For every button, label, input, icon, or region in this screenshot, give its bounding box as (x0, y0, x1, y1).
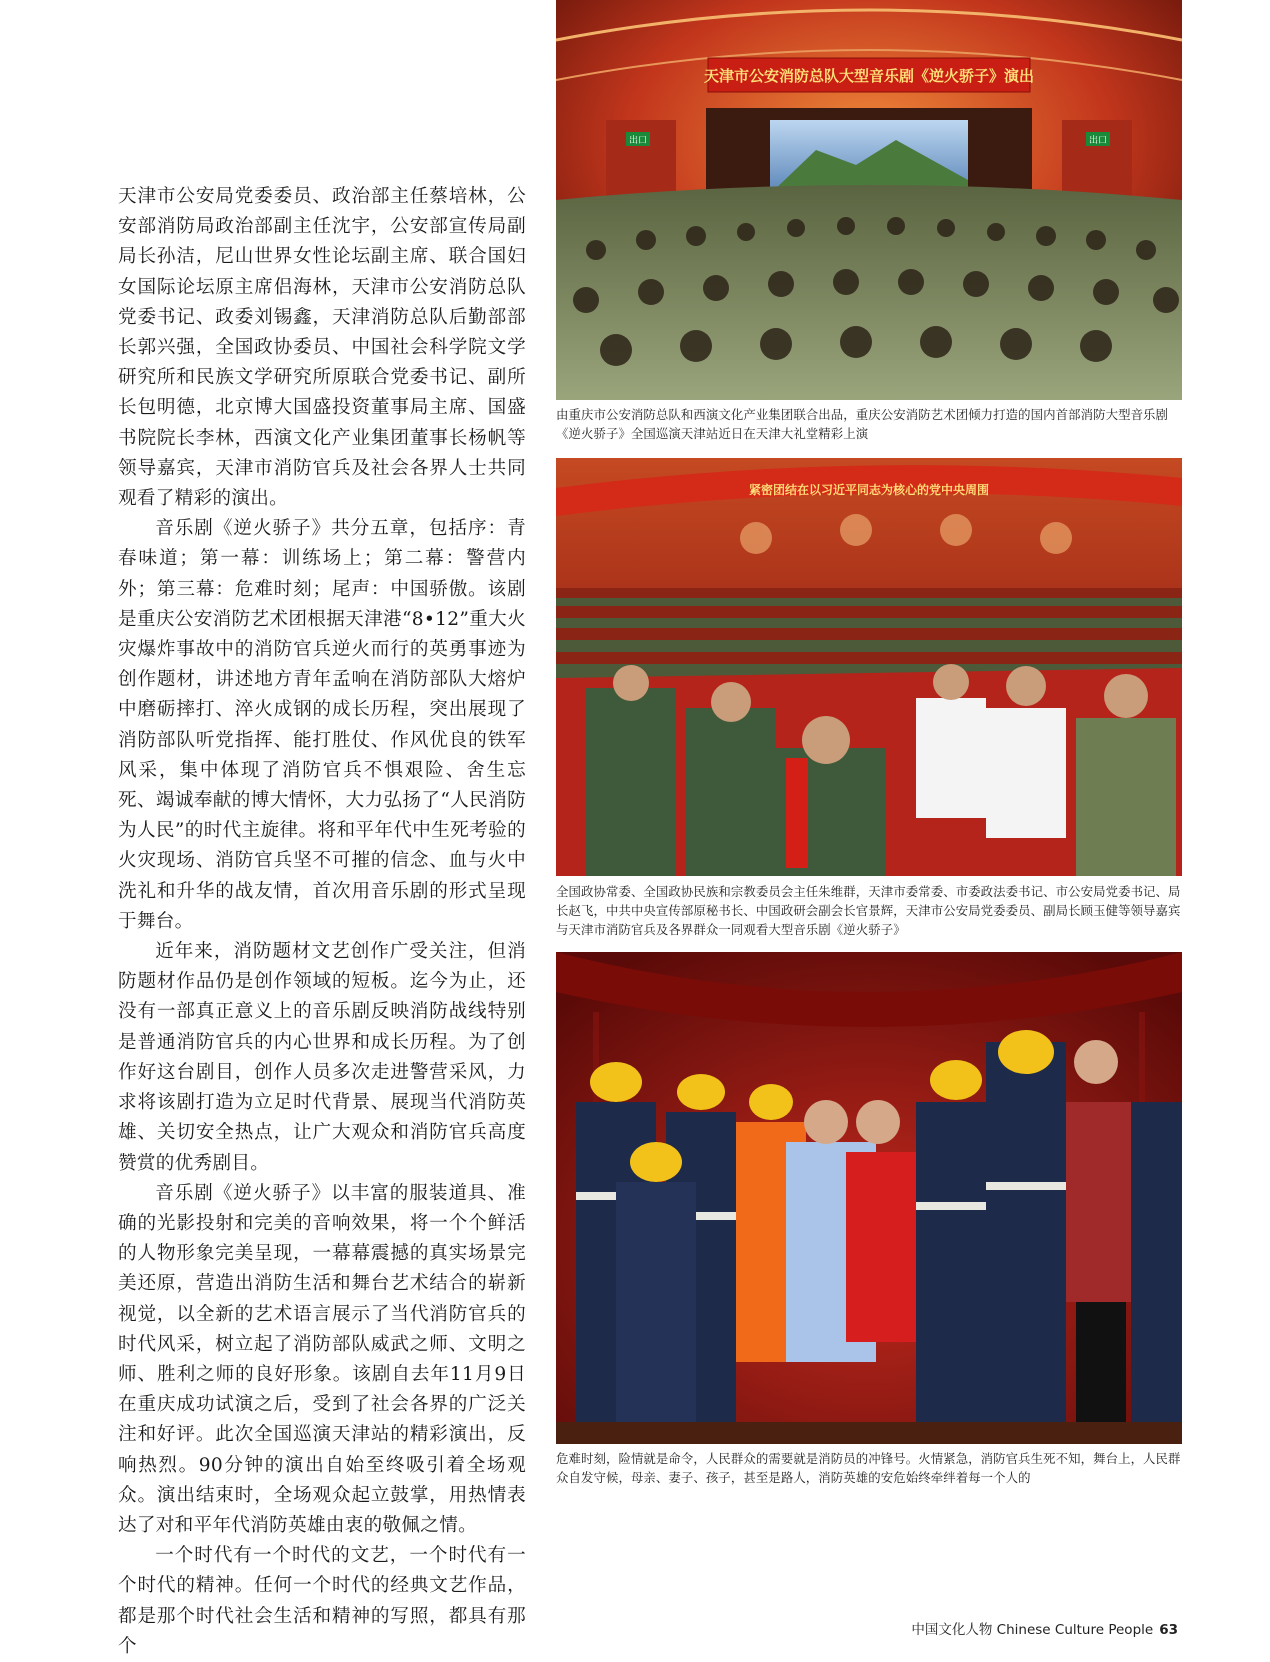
exit-sign-right: 出口 (1088, 136, 1108, 146)
paragraph-2: 音乐剧《逆火骄子》共分五章，包括序：青春味道；第一幕：训练场上；第二幕：警营内外；第三幕：危难时刻；尾声：中国骄傲。该剧是重庆公安消防艺术团根据天津港“8•12”重大火灾爆炸事故中的消防官兵逆火而行的英勇事迹为创作题材，讲述地方青年孟响在消防部队大熔炉中磨砺摔打、淬火成钢的成长历程，突出展现了消防部队听党指挥、能打胜仗、作风优良的铁军风采，集中体现了消防官兵不惧艰险、舍生忘死、竭诚奉献的博大情怀，大力弘扬了“人民消防为人民”的时代主旋律。将和平年代中生死考验的火灾现场、消防官兵坚不可摧的信念、血与火中洗礼和升华的战友情，首次用音乐剧的形式呈现于舞台。 (118, 518, 526, 932)
page-number: 63 (1159, 1622, 1178, 1638)
photo2-caption: 全国政协常委、全国政协民族和宗教委员会主任朱维群，天津市委常委、市委政法委书记、市公安局党委书记、局长赵飞，中共中央宣传部原秘书长、中国政研会副会长官景辉，天津市公安局党委委员、副局长顾玉健等领导嘉宾与天津市消防官兵及各界群众一同观看大型音乐剧《逆火骄子》 (556, 884, 1181, 937)
banner-text: 天津市公安消防总队大型音乐剧《逆火骄子》演出 (703, 67, 1035, 85)
paragraph-5: 一个时代有一个时代的文艺，一个时代有一个时代的精神。任何一个时代的经典文艺作品，都是那个时代社会生活和精神的写照，都具有那个 (118, 1545, 526, 1657)
paragraph-1: 天津市公安局党委委员、政治部主任蔡培林，公安部消防局政治部副主任沈宇，公安部宣传局副局长孙洁，尼山世界女性论坛副主席、联合国妇女国际论坛原主席侣海林，天津市公安消防总队党委书记、政委刘锡鑫，天津消防总队后勤部部长郭兴强，全国政协委员、中国社会科学院文学研究所和民族文学研究所原联合党委书记、副所长包明德，北京博大国盛投资董事局主席、国盛书院院长李林，西演文化产业集团董事长杨帆等领导嘉宾，天津市消防官兵及社会各界人士共同观看了精彩的演出。 (118, 186, 526, 510)
photo-stage-performance (556, 952, 1182, 1444)
paragraph-4: 音乐剧《逆火骄子》以丰富的服装道具、准确的光影投射和完美的音响效果，将一个个鲜活的人物形象完美呈现，一幕幕震撼的真实场景完美还原，营造出消防生活和舞台艺术结合的崭新视觉，以全新的艺术语言展示了当代消防官兵的时代风采，树立起了消防部队威武之师、文明之师、胜利之师的良好形象。该剧自去年11月9日在重庆成功试演之后，受到了社会各界的广泛关注和好评。此次全国巡演天津站的精彩演出，反响热烈。90分钟的演出自始至终吸引着全场观众。演出结束时，全场观众起立鼓掌，用热情表达了对和平年代消防英雄由衷的敬佩之情。 (118, 1182, 526, 1536)
photo-audience-applauding (556, 458, 1182, 876)
article-body (118, 182, 526, 1662)
photo-auditorium-standing (556, 0, 1182, 400)
photo3-caption: 危难时刻，险情就是命令，人民群众的需要就是消防员的冲锋号。火情紧急，消防官兵生死不知，舞台上，人民群众自发守候，母亲、妻子、孩子，甚至是路人，消防英雄的安危始终牵绊着每一个人的 (556, 1451, 1181, 1485)
exit-sign-left: 出口 (628, 136, 648, 146)
paragraph-3: 近年来，消防题材文艺创作广受关注，但消防题材作品仍是创作领域的短板。迄今为止，还没有一部真正意义上的音乐剧反映消防战线特别是普通消防官兵的内心世界和成长历程。为了创作好这台剧目，创作人员多次走进警营采风，力求将该剧打造为立足时代背景、展现当代消防英雄、关切安全热点，让广大观众和消防官兵高度赞赏的优秀剧目。 (118, 941, 526, 1174)
page-footer (911, 1618, 1178, 1638)
magazine-name: 中国文化人物 Chinese Culture People (911, 1622, 1154, 1638)
photo1-caption: 由重庆市公安消防总队和西演文化产业集团联合出品，重庆公安消防艺术团倾力打造的国内首部消防大型音乐剧《逆火骄子》全国巡演天津站近日在天津大礼堂精彩上演 (556, 407, 1169, 441)
banner-text-2: 紧密团结在以习近平同志为核心的党中央周围 (748, 483, 990, 497)
